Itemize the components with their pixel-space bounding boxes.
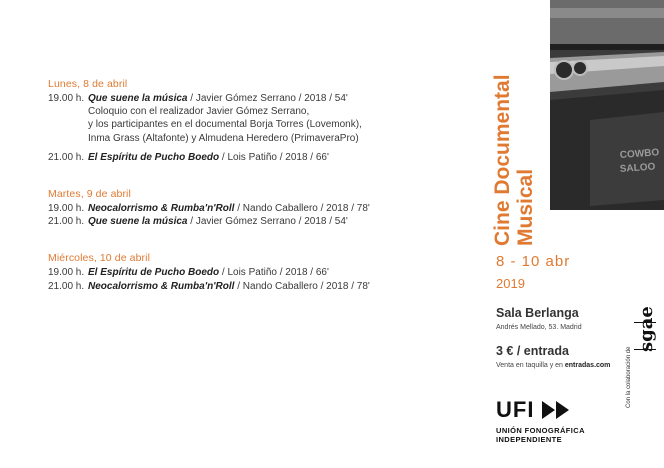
film-title: Neocalorrismo & Rumba'n'Roll [88, 280, 235, 292]
screening-row [48, 280, 448, 293]
sales-site-link[interactable]: entradas.com [564, 362, 611, 369]
day-title: Martes, 9 de abril [48, 188, 131, 201]
day-title: Miércoles, 10 de abril [48, 252, 150, 265]
fast-forward-icon [542, 401, 572, 419]
venue-name: Sala Berlanga [496, 306, 579, 320]
screening-desc [88, 266, 448, 279]
event-title [491, 16, 549, 246]
screening-time: 21.00 h. [48, 280, 85, 292]
ufi-mark: UFI [496, 397, 535, 422]
day-wednesday [48, 252, 448, 292]
screening-desc [88, 92, 448, 145]
screening-time: 19.00 h. [48, 93, 85, 104]
film-credits: / Javier Gómez Serrano / 2018 / 54' [187, 216, 348, 228]
sales-text: Venta en taquilla y en [496, 362, 565, 369]
day-title: Lunes, 8 de abril [48, 78, 128, 90]
piano-illustration [550, 0, 664, 210]
ticket-sales [496, 362, 610, 369]
screening-row [48, 92, 448, 145]
ufi-name-line: UNIÓN FONOGRÁFICA [496, 426, 585, 435]
screening-row [48, 266, 448, 279]
film-credits: / Nando Caballero / 2018 / 78' [234, 203, 370, 215]
screening-row [48, 151, 448, 164]
day-monday [48, 78, 448, 164]
screening-time: 19.00 h. [48, 267, 85, 279]
film-credits: / Javier Gómez Serrano / 2018 / 54' [187, 93, 348, 104]
piano-photo [550, 0, 664, 210]
screening-time: 21.00 h. [48, 216, 85, 228]
ufi-logo [496, 397, 585, 444]
film-title: Neocalorrismo & Rumba'n'Roll [88, 203, 235, 215]
film-title: Que suene la música [88, 93, 188, 104]
venue-address: Andrés Mellado, 53. Madrid [496, 324, 582, 331]
ticket-price: 3 € / entrada [496, 344, 569, 358]
film-title: El Espíritu de Pucho Boedo [88, 267, 220, 279]
colloquium-line: Inma Grass (Altafonte) y Almudena Heredero (PrimaveraPro) [88, 132, 359, 144]
day-tuesday [48, 188, 448, 228]
film-credits: / Lois Patiño / 2018 / 66' [219, 151, 329, 163]
colloquium-line: y los participantes en el documental Borja Torres (Lovemonk), [88, 119, 362, 131]
screening-time: 19.00 h. [48, 203, 85, 215]
screening-desc [88, 215, 448, 228]
colloquium-line: Coloquio con el realizador Javier Gómez Serrano, [88, 106, 310, 118]
title-line: Cine Documental [491, 74, 514, 246]
screening-desc [88, 202, 448, 215]
collaboration-text: Con la colaboración de [626, 346, 632, 408]
sgae-logo: sgae [636, 306, 657, 352]
screening-desc [88, 151, 448, 164]
film-credits: / Lois Patiño / 2018 / 66' [219, 267, 329, 279]
ufi-name-line: INDEPENDIENTE [496, 435, 563, 444]
screening-row [48, 202, 448, 215]
screening-time: 21.00 h. [48, 151, 85, 163]
film-title: El Espíritu de Pucho Boedo [88, 151, 220, 163]
screening-row [48, 215, 448, 228]
film-credits: / Nando Caballero / 2018 / 78' [234, 280, 370, 292]
collaboration-block [618, 296, 658, 408]
photo-sign-text: SALOO [619, 161, 656, 175]
film-title: Que suene la música [88, 216, 188, 228]
schedule [48, 78, 448, 307]
photo-sign-text: COWBO [619, 147, 660, 161]
title-line: Musical [514, 168, 537, 246]
screening-desc [88, 280, 448, 293]
event-dates: 8 - 10 abr [496, 253, 571, 270]
event-year: 2019 [496, 276, 525, 291]
